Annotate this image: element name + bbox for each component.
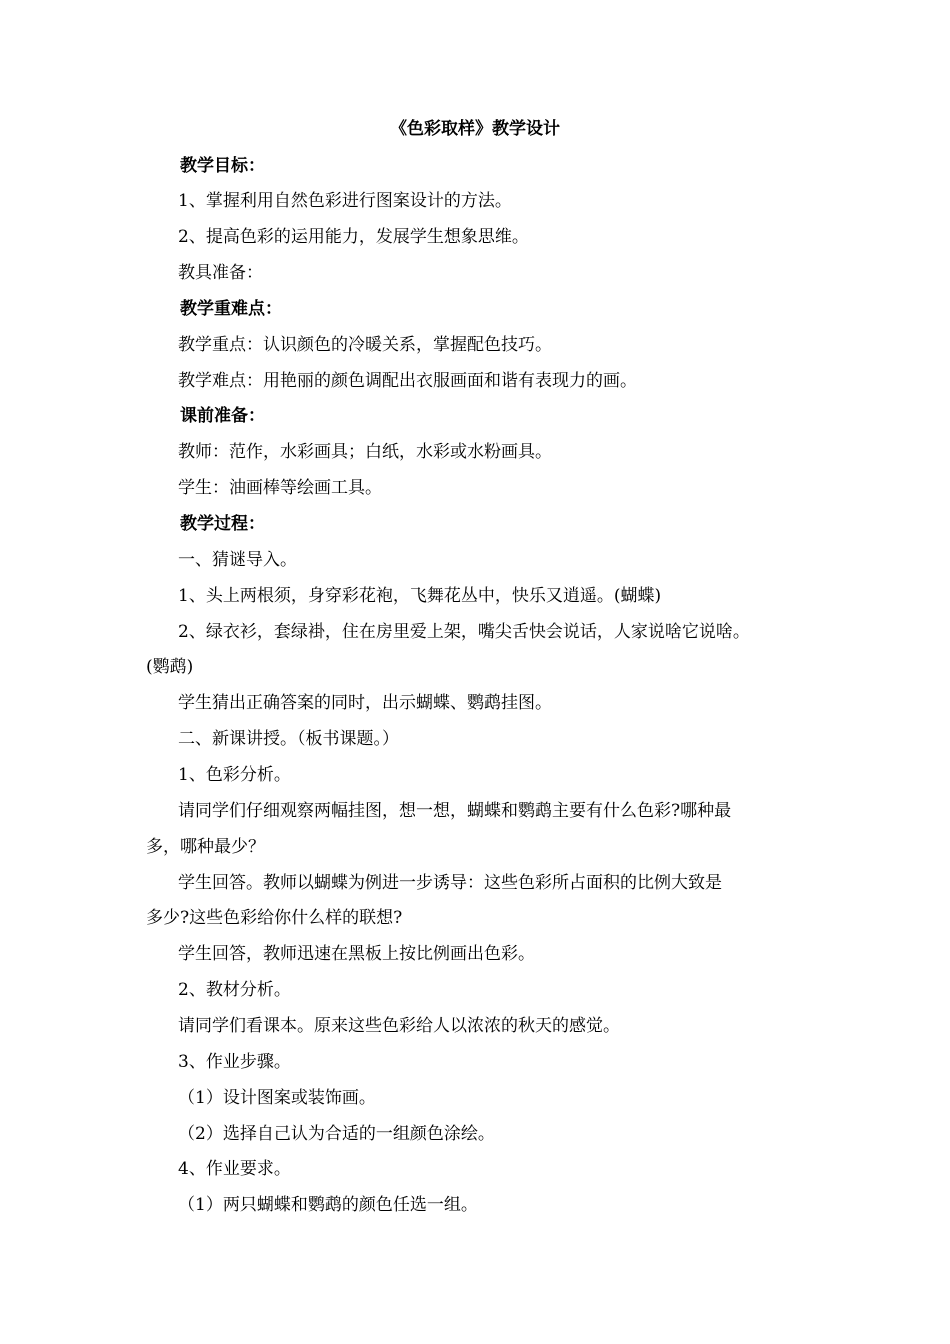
paragraph-line: 教师：范作，水彩画具；白纸，水彩或水粉画具。 <box>178 442 552 462</box>
paragraph-line: 多，哪种最少？ <box>146 837 265 857</box>
paragraph-line: 1、色彩分析。 <box>178 765 291 785</box>
heading-process: 教学过程： <box>180 514 265 534</box>
paragraph-line: 2、教材分析。 <box>178 980 291 1000</box>
paragraph-line: 学生回答，教师迅速在黑板上按比例画出色彩。 <box>178 944 535 964</box>
paragraph-line: (鹦鹉) <box>146 657 194 677</box>
paragraph-line: 2、提高色彩的运用能力，发展学生想象思维。 <box>178 227 529 247</box>
paragraph-line: 教学重点：认识颜色的冷暖关系，掌握配色技巧。 <box>178 335 552 355</box>
paragraph-line: 学生猜出正确答案的同时，出示蝴蝶、鹦鹉挂图。 <box>178 693 552 713</box>
paragraph-line: 1、头上两根须，身穿彩花袍，飞舞花丛中，快乐又逍遥。(蝴蝶) <box>178 586 662 606</box>
paragraph-line: （2）选择自己认为合适的一组颜色涂绘。 <box>178 1124 495 1144</box>
paragraph-line: 4、作业要求。 <box>178 1159 291 1179</box>
paragraph-line: 教学难点：用艳丽的颜色调配出衣服画面和谐有表现力的画。 <box>178 371 637 391</box>
heading-preparation: 课前准备： <box>180 406 265 426</box>
document-title: 《色彩取样》教学设计 <box>390 119 560 139</box>
paragraph-line: 多少?这些色彩给你什么样的联想? <box>146 908 403 928</box>
paragraph-line: （1）两只蝴蝶和鹦鹉的颜色任选一组。 <box>178 1195 478 1215</box>
paragraph-line: 学生回答。教师以蝴蝶为例进一步诱导：这些色彩所占面积的比例大致是 <box>178 873 722 893</box>
paragraph-line: 请同学们仔细观察两幅挂图，想一想，蝴蝶和鹦鹉主要有什么色彩?哪种最 <box>178 801 732 821</box>
paragraph-line: 二、新课讲授。（板书课题。） <box>178 729 399 749</box>
heading-key-points: 教学重难点： <box>180 299 282 319</box>
paragraph-line: 一、猜谜导入。 <box>178 550 297 570</box>
paragraph-line: 请同学们看课本。原来这些色彩给人以浓浓的秋天的感觉。 <box>178 1016 620 1036</box>
heading-teaching-goals: 教学目标： <box>180 156 265 176</box>
paragraph-line: 2、绿衣衫，套绿褂，住在房里爱上架，嘴尖舌快会说话，人家说啥它说啥。 <box>178 622 750 642</box>
paragraph-line: 教具准备： <box>178 263 263 283</box>
paragraph-line: 学生：油画棒等绘画工具。 <box>178 478 382 498</box>
paragraph-line: （1）设计图案或装饰画。 <box>178 1088 376 1108</box>
paragraph-line: 3、作业步骤。 <box>178 1052 291 1072</box>
paragraph-line: 1、掌握利用自然色彩进行图案设计的方法。 <box>178 191 512 211</box>
